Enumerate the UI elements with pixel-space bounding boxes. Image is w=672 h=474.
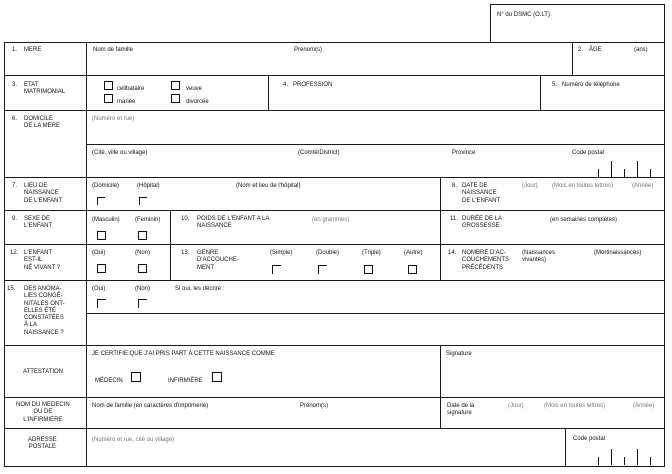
practitioner-surname-label: Nom de famille (en caractères d'imprimerie) — [92, 403, 209, 409]
stillbirths-label: (Mortinaissances) — [594, 250, 642, 256]
double-checkbox[interactable] — [318, 265, 327, 274]
previous-deliveries-label: NOMBRE D'AC- COUCHEMENTS PRÉCÉDENTS — [462, 250, 510, 271]
year-label: (Année) — [632, 183, 654, 189]
age-field[interactable] — [574, 55, 662, 73]
alive-yes-label: (Oui) — [92, 250, 106, 256]
rule — [440, 397, 441, 428]
triple-label: (Triple) — [362, 250, 381, 256]
postal-address-field[interactable] — [88, 445, 563, 464]
rule — [86, 144, 664, 145]
section-number: 5. — [552, 82, 558, 88]
street-field[interactable] — [88, 124, 662, 142]
celibataire-checkbox[interactable] — [104, 81, 113, 90]
rule — [4, 42, 664, 43]
postal-code-label: Code postal — [572, 150, 605, 156]
anomalies-no-label: (Non) — [135, 286, 151, 292]
birth-date-label: DATE DE NAISSANCE DE L'ENFANT — [462, 183, 501, 204]
rule — [440, 345, 441, 397]
profession-label: PROFESSION — [293, 82, 333, 88]
postal-code-field-2[interactable] — [598, 444, 662, 464]
rule — [490, 4, 491, 42]
birthplace-label: LIEU DE NAISSANCE DE L'ENFANT — [24, 183, 63, 204]
describe-label: Si oui, les décrire : — [175, 286, 225, 292]
postal-address-label: ADRESSE POSTALE — [28, 437, 57, 451]
street-label: (Numéro et rue) — [92, 116, 135, 122]
weight-unit-label: (en grammes) — [312, 217, 350, 223]
home-checkbox[interactable] — [97, 197, 105, 205]
hospital-checkbox[interactable] — [139, 197, 147, 205]
hospital-label: (Hôpital) — [137, 183, 160, 189]
province-label: Province — [452, 150, 476, 156]
profession-field[interactable] — [270, 91, 538, 108]
rule — [664, 4, 665, 467]
mother-name-field[interactable] — [88, 55, 570, 73]
signature-label: Signature — [446, 351, 472, 357]
postal-code-label-2: Code postal — [573, 436, 606, 442]
month-label: (Mois en toutes lettres) — [552, 183, 614, 189]
rule — [490, 4, 664, 5]
anomalies-yes-label: (Oui) — [92, 286, 106, 292]
divorcee-label: divorcée — [186, 99, 209, 105]
postal-street-label: (Numéro et rue, cité ou village) — [92, 437, 175, 443]
section-number: 12. — [10, 250, 19, 256]
double-label: (Double) — [316, 250, 340, 256]
birth-weight-label: POIDS DE L'ENFANT A LA NAISSANCE — [197, 216, 270, 230]
practitioner-name-field[interactable] — [88, 411, 438, 426]
mariee-checkbox[interactable] — [104, 94, 113, 103]
female-label: (Feminin) — [135, 217, 161, 223]
section-number: 9. — [12, 216, 18, 222]
divorcee-checkbox[interactable] — [171, 94, 180, 103]
day-label: (Jour) — [522, 183, 538, 189]
pregnancy-duration-label: DURÉE DE LA GROSSESSE — [462, 216, 503, 230]
home-label: (Domicile) — [92, 183, 119, 189]
postal-code-tick — [611, 161, 612, 177]
rule — [4, 280, 664, 281]
postal-code-tick — [624, 169, 625, 177]
veuve-checkbox[interactable] — [171, 81, 180, 90]
weeks-label: (en semaines complètes) — [550, 217, 618, 223]
rule — [4, 397, 664, 398]
doctor-label: MÉDECIN — [95, 378, 123, 384]
postal-code-tick — [611, 449, 612, 465]
rule — [86, 313, 664, 314]
doctor-checkbox[interactable] — [131, 372, 141, 382]
postal-code-tick — [598, 457, 599, 465]
other-label: (Autre) — [404, 250, 423, 256]
rule — [4, 177, 664, 178]
hospital-name-label: (Nom et lieu de l'hôpital) — [236, 183, 301, 189]
rule — [170, 210, 171, 280]
alive-no-label: (Non) — [135, 250, 151, 256]
domicile-label: DOMICILE DE LA MERE — [24, 116, 61, 130]
rule — [4, 42, 5, 467]
city-field[interactable] — [88, 158, 566, 175]
previous-deliveries-field[interactable] — [520, 262, 662, 278]
postal-code-tick — [637, 161, 638, 177]
mother-label: MERE — [24, 47, 42, 53]
birth-date-field[interactable] — [510, 192, 662, 208]
single-checkbox[interactable] — [272, 265, 281, 274]
postal-code-tick — [637, 449, 638, 465]
signature-date-field[interactable] — [500, 411, 662, 426]
telephone-label: Numéro de téléphone — [562, 82, 620, 88]
rule — [4, 345, 664, 346]
section-number: 8. — [452, 183, 458, 189]
anomalies-yes-checkbox[interactable] — [97, 299, 106, 308]
anomalies-no-checkbox[interactable] — [138, 299, 147, 308]
rule — [4, 110, 664, 111]
section-number: 15. — [7, 286, 16, 292]
alive-no-checkbox[interactable] — [138, 264, 147, 273]
practitioner-firstname-label: Prénom(s) — [300, 403, 329, 409]
dsmc-number-label: N° du DSMC (O.LT) — [497, 12, 550, 18]
district-label: (Comté/District) — [298, 150, 340, 156]
rule — [4, 75, 664, 76]
rule — [86, 42, 87, 467]
mariee-label: mariée — [117, 99, 136, 105]
section-number: 3. — [12, 82, 18, 88]
section-number: 6. — [12, 116, 18, 122]
pregnancy-duration-field[interactable] — [530, 226, 662, 242]
single-label: (Simple) — [270, 250, 293, 256]
other-checkbox[interactable] — [408, 265, 417, 274]
section-number: 14. — [448, 250, 457, 256]
section-number: 2. — [578, 47, 584, 53]
signature-year-label: (Année) — [633, 403, 655, 409]
attestation-text: JE CERTIFIE QUE J'AI PRIS PART À CETTE NAISSANCE COMME — [92, 351, 275, 357]
age-unit-label: (ans) — [634, 47, 648, 53]
signature-month-label: (Mois en toutes lettres) — [544, 403, 606, 409]
section-number: 11. — [450, 216, 458, 222]
born-alive-label: L'ENFANT EST-IL NÉ VIVANT ? — [24, 250, 61, 271]
sex-label: SEXE DE L'ENFANT — [24, 216, 53, 230]
rule — [4, 244, 664, 245]
marital-status-label: ETAT MATRIMONIAL — [24, 82, 66, 96]
anomalies-description-field[interactable] — [180, 293, 662, 311]
veuve-label: veuve — [186, 86, 203, 92]
rule — [565, 428, 566, 466]
section-number: 7. — [12, 183, 18, 189]
female-checkbox[interactable] — [138, 231, 147, 240]
celibataire-label: celibataire — [117, 86, 145, 92]
section-number: 1. — [12, 47, 18, 53]
section-number: 4. — [283, 82, 289, 88]
signature-field[interactable] — [442, 360, 662, 395]
section-number: 13. — [181, 250, 190, 256]
signature-date-label: Date de la signature — [447, 403, 475, 417]
rule — [572, 42, 573, 75]
city-label: (Cité, ville ou village) — [92, 150, 148, 156]
practitioner-name-label: NOM DU MEDECIN OU DE L'INFIRMIERE — [16, 402, 70, 423]
postal-code-tick — [650, 169, 651, 177]
rule — [540, 75, 541, 110]
nurse-checkbox[interactable] — [212, 372, 222, 382]
birth-weight-field[interactable] — [300, 225, 438, 242]
postal-code-field[interactable] — [598, 158, 662, 175]
nurse-label: INFIRMIÈRE — [168, 378, 203, 384]
signature-day-label: (Jour) — [508, 403, 524, 409]
attestation-label: ATTESTATION — [23, 369, 63, 375]
telephone-field[interactable] — [542, 91, 662, 108]
delivery-type-label: GENRE D'ACCOUCHE- MENT — [197, 250, 239, 271]
live-births-label: (Naissances vivantes) — [522, 250, 556, 264]
male-checkbox[interactable] — [97, 231, 106, 240]
hospital-name-field[interactable] — [180, 192, 438, 208]
anomalies-label: DES ANOMA- LIES CONGÉ- NITALES ONT- ELLES ÉTÉ CONSTATÉES À LA NAISSANCE ? — [24, 286, 65, 336]
dsmc-number-field[interactable] — [492, 20, 662, 40]
male-label: (Masculin) — [92, 217, 120, 223]
postal-code-tick — [624, 457, 625, 465]
alive-yes-checkbox[interactable] — [97, 264, 106, 273]
rule — [440, 177, 441, 280]
rule — [268, 75, 269, 110]
mother-surname-label: Nom de famille — [93, 47, 134, 53]
mother-firstname-label: Prenom(s) — [294, 47, 323, 53]
section-number: 10. — [181, 216, 190, 222]
postal-code-tick — [598, 169, 599, 177]
rule — [4, 466, 664, 467]
postal-code-tick — [650, 457, 651, 465]
rule — [4, 210, 664, 211]
age-label: ÂGE — [589, 47, 602, 53]
triple-checkbox[interactable] — [364, 265, 373, 274]
anomalies-description-field-2[interactable] — [88, 315, 662, 343]
